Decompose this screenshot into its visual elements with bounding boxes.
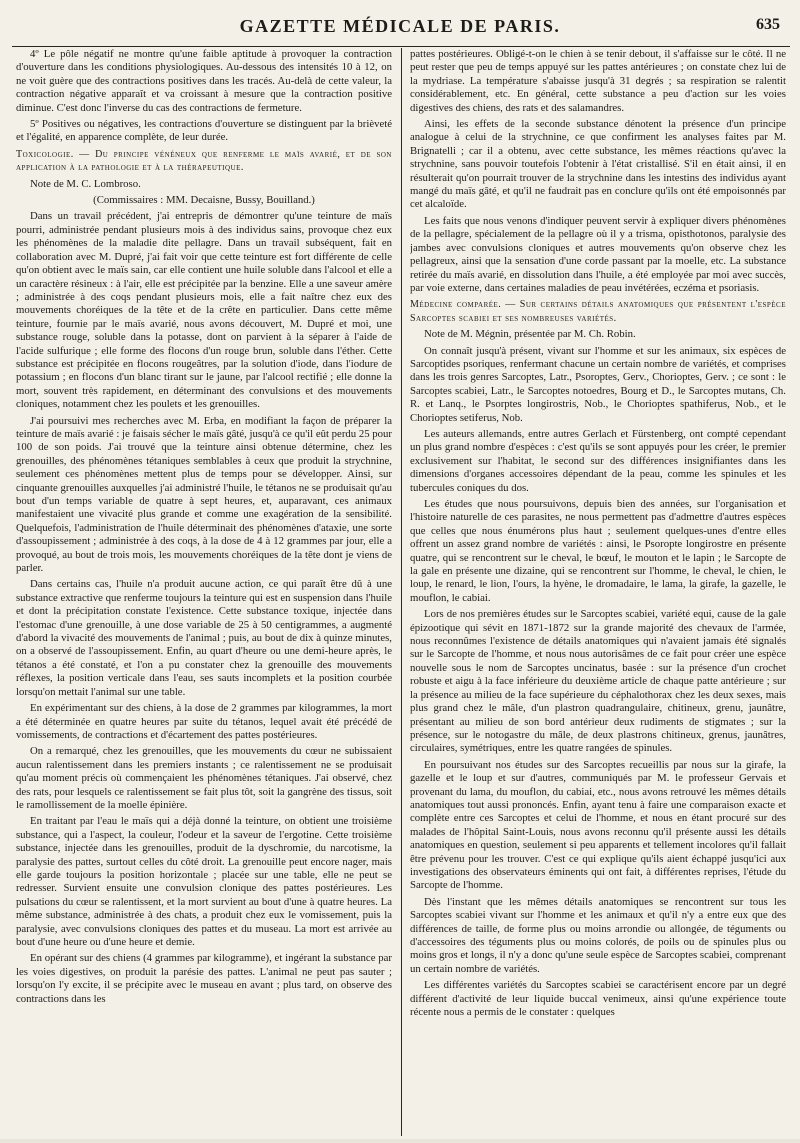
paragraph: Les auteurs allemands, entre autres Gerlach et Fürstenberg, ont compté cependant un plus grand nombre d'espèces : c'est qu'ils se sont appuyés pour les créer, le premier exclusivement sur l'habitat, le second sur des différences insignifiantes dans les dimensions d'organes accessoires dépendant de la peau, comme les spinules et les tubercules coniques du dos. [410,427,786,494]
paragraph: En traitant par l'eau le maïs qui a déjà donné la teinture, on obtient une troisième substance, qui a l'aspect, la couleur, l'odeur et la saveur de l'ergotine. Cette troisième substance, injectée dans les grenouilles, produit de la dyschromie, du narcotisme, la paralysie des pattes, surtout celles du côté droit. La grenouille peut encore nager, mais elle garde toujours la position horizontale ; placée sur une table, elle ne peut se redresser. Survient ensuite une convulsion clonique des pattes postérieures. Les pulsations du cœur se ralentissent, et la mort survient au bout d'une à quatre heures. La même substance, administrée à des chats, a produit chez eux le vomissement, puis la paralysie, avec convulsions cloniques des pattes et du museau. La mort est arrivée au bout d'une heure ou d'une heure et demie. [16,815,392,948]
header-rule [12,46,790,47]
paragraph: 4º Le pôle négatif ne montre qu'une faible aptitude à provoquer la contraction d'ouverture dans les conditions physiologiques. Au-dessous des intensités 10 à 12, on ne voit guère que des contractions positives dans les tracés. Au-delà de cette valeur, la contraction négative apparaît et va croissant à mesure que la contraction positive diminue. C'est donc l'inverse du cas des contractions de fermeture. [16,48,392,114]
paragraph: 5º Positives ou négatives, les contractions d'ouverture se distinguent par la brièveté et l'égalité, en apparence complète, de leur durée. [16,118,392,144]
column-divider [401,48,402,1136]
paragraph: Dès l'instant que les mêmes détails anatomiques se rencontrent sur tous les Sarcoptes scabiei vivant sur l'homme et les animaux et qu'il n'y a entre eux que des différences de taille, de forme plus ou moins arrondie ou allongée, de téguments ou d'accessoires des téguments plus ou moins colorés, de poils ou de spinules plus ou moins gros et longs, il n'y a donc qu'une seule espèce de Sarcoptes scabiei, comprenant un certain nombre de variétés. [410,895,786,975]
paragraph: En opérant sur des chiens (4 grammes par kilogramme), et ingérant la substance par les voies digestives, on produit la parésie des pattes. L'animal ne peut pas sauter ; lorsqu'on l'y excite, il se précipite avec le museau en avant ; plus tard, on observe des contractions dans les [16,952,392,1005]
paragraph: J'ai poursuivi mes recherches avec M. Erba, en modifiant la façon de préparer la teinture de maïs avarié : je faisais sécher le maïs gâté, jusqu'à ce qu'il eût perdu 25 pour 100 de son poids. J'ai trouvé que la teinture ainsi obtenue détermine, chez les grenouilles, des phénomènes tétaniques semblables à ceux que produit la strychnine, seulement ces phénomènes mettent plus de temps pour se développer. Ainsi, sur cinquante grenouilles auxquelles j'ai administré l'huile, le tétanos ne se produisait qu'au bout d'un temps variable de quatre à sept heures, et, auparavant, ces animaux manifestaient une vivacité plus grande et comme une exagération de la sensibilité. Quelquefois, l'administration de l'huile déterminait des phénomènes d'ataxie, une sorte d'assoupissement ; administrée à des coqs, à la dose de 4 à 12 grammes par jour, elle a provoqué, au bout de trois mois, les mouvements choréiques de la tête dont je viens de parler. [16,414,392,575]
paragraph: Lors de nos premières études sur le Sarcoptes scabiei, variété equi, cause de la gale épizootique qui sévit en 1871-1872 sur la grande majorité des chevaux de l'armée, nous reconnûmes l'existence de détails anatomiques qui n'avaient jamais été signalés sur le Sarcopte de l'homme, et nous nous autorisâmes de ce fait pour créer une espèce nouvelle sous le nom de Sarcoptes uncinatus, basée : sur la présence d'un crochet robuste et aigu à la face inférieure du deuxième article de chaque patte antérieure ; sur la présence au milieu de la face supérieure du céphalothorax chez les deux sexes, mais plus grand chez le mâle, d'un plastron quadrangulaire, chitineux, grenu, jaunâtre, présentant au milieu de son bord antérieur deux rudiments de stigmates ; sur la présence, sur le notogastre du mâle, de deux plastrons chitineux, grenus, jaunâtres, circulaires, symétriques, entre les quatre rangées de spinules. [410,608,786,755]
paragraph: En poursuivant nos études sur des Sarcoptes recueillis par nous sur la girafe, la gazelle et le loup et sur d'autres, communiqués par M. le professeur Gervais et provenant du lama, du mouflon, du cabiai, etc., nous avons retrouvé les mêmes détails anatomiques tout aussi prononcés. Enfin, ayant tenu à faire une comparaison exacte et complète entre ces Sarcoptes et celui de l'homme, et nous en étant procuré sur des malades de l'hôpital Saint-Louis, nous avons reconnu qu'il présente aussi les détails anatomiques en question, seulement si peu apparents et tellement incolores qu'il fallait être prévenu pour les trouver. C'est ce qui explique qu'ils aient échappé jusqu'ici aux investigations des observateurs éminents qui ont fait, à différentes reprises, l'étude du Sarcopte de l'homme. [410,758,786,892]
page-number: 635 [756,16,780,33]
left-column [16,48,392,1136]
paragraph: On a remarqué, chez les grenouilles, que les mouvements du cœur ne subissaient aucun ralentissement dans les premiers instants ; ce ralentissement ne se produisait qu'au moment précis où commençaient les phénomènes tétaniques. J'ai observé, chez des rats, pour lesquels ce ralentissement se fait plus tôt, soit la gangrène des tissus, soit le ramollissement de la moelle épinière. [16,745,392,811]
page-header [0,6,800,46]
section-heading-medicine: Médecine comparée. — Sur certains détails anatomiques que présentent l'espèce Sarcoptes scabiei et ses nombreuses variétés. [410,299,786,324]
paragraph: Dans certains cas, l'huile n'a produit aucune action, ce qui paraît être dû à une substance extractive que renferme toujours la teinture qui est en suspension dans l'huile et dont la précipitation constate l'existence. Cette substance toxique, injectée dans l'estomac d'une grenouille, à une dose variable de 25 à 50 centigrammes, a augmenté d'abord la vivacité des mouvements de l'animal ; puis, au bout de dix à quinze minutes, on a observé de l'assoupissement. Enfin, au quart d'heure ou une demi-heure après, le tétanos a été constaté, et l'on a pu constater chez la grenouille des mouvements réflexes, la position verticale dans l'eau, ses sauts incomplets et la position courbée lorsqu'on mettait l'animal sur une table. [16,578,392,698]
author-note: Note de M. C. Lombroso. [30,177,141,190]
section-heading-toxicology: Toxicologie. — Du principe vénéneux que renferme le maïs avarié, et de son application à la pathologie et à la thérapeutique. [16,148,392,174]
paragraph: Les études que nous poursuivons, depuis bien des années, sur l'organisation et l'histoire naturelle de ces parasites, ne nous permettent pas d'admettre d'autres espèces que celles que nous énumérons plus haut ; seulement quelques-unes d'entre elles offrent un assez grand nombre de variétés : ainsi, le Psoropte longirostre en présente quatre, qui se rencontrent sur le cheval, le bœuf, le mouton et le lapin ; le Sarcopte de la gale en présente une dizaine, qui se rencontrent sur l'homme, le cheval, le chien, le loup, le renard, le lion, l'ours, la hyène, le dromadaire, le lama, la girafe, la gazelle, le mouflon, le cabiai. [410,498,786,604]
paragraph: pattes postérieures. Obligé-t-on le chien à se tenir debout, il s'affaisse sur le côté. Il ne peut rester que peu de temps appuyé sur les pattes antérieures ; on constate chez lui de la mydriase. La température s'abaisse jusqu'à 31 degrés ; sa respiration se ralentit considérablement, etc. En général, cette substance a peu d'action sur les voies digestives des chiens, des rats et des salamandres. [410,48,786,114]
paragraph: En expérimentant sur des chiens, à la dose de 2 grammes par kilogrammes, la mort a été déterminée en quatre heures par suite du tétanos, lequel avait été précédé de vomissements, de contractions et d'écartement des pattes postérieures. [16,702,392,741]
page-edge [0,1139,800,1143]
commission-line: (Commissaires : MM. Decaisne, Bussy, Bouilland.) [93,194,315,207]
paragraph: Les différentes variétés du Sarcoptes scabiei se caractérisent encore par un degré différent d'activité de leur liquide buccal venimeux, ainsi qu'une expérience toute récente nous a permis de le constater : quelques [410,979,786,1019]
journal-title: GAZETTE MÉDICALE DE PARIS. [239,16,561,36]
paragraph: Ainsi, les effets de la seconde substance dénotent la présence d'un principe analogue à celui de la strychnine, ce que confirment les analyses faites par M. Brignatelli ; car il a obtenu, avec cette substance, les mêmes réactions qu'avec la strychnine, sans pouvoir toutefois l'obtenir à l'état cristallisé. S'il en était ainsi, il en résulterait qu'on pourrait trouver de la strychnine dans les intestins des individus ayant mangé du maïs gâté, et qu'il ne faudrait pas en conclure qu'ils ont été empoisonnés par cet alcaloïde. [410,118,786,211]
paragraph: Dans un travail précédent, j'ai entrepris de démontrer qu'une teinture de maïs pourri, administrée pendant plusieurs mois à des individus sains, provoque chez eux les phénomènes de la maladie dite pellagre. Dans un travail subséquent, fait en collaboration avec M. Dupré, j'ai fait voir que cette teinture est fort différente de celle qu'on obtient avec le maïs sain, car elle contient une huile soluble dans l'alcool et elle a un caractère résineux : à l'air, elle est précipitée par la benzine. Elle a une saveur amère ; administrée à des coqs pendant plusieurs mois, elle a fait naître chez eux des mouvements choréiques de la tête et de la crête en particulier. Dans cette même teinture, fournie par le maïs avarié, nous avons découvert, M. Dupré et moi, une substance rouge, soluble dans la potasse, dont on parvient à la séparer à l'aide de l'acide sulfurique ; elle forme des flocons d'un rouge brun, soluble dans l'éther. Cette substance est précipitée en flocons rougeâtres, par la solution d'iode, dans l'iodure de potassium ; en flocons d'un blanc tirant sur le jaune, par l'alcool rectifié ; elle donne la mort, souvent très rapidement, en déterminant des convulsions et des mouvements cloniques, notamment chez les poulets et les grenouilles. [16,210,392,411]
paragraph: On connaît jusqu'à présent, vivant sur l'homme et sur les animaux, six espèces de Sarcoptides psoriques, renfermant chacune un certain nombre de variétés, et comprises dans les trois genres Sarcoptes, Latr., Psoroptes, Gerv., Chorioptes, Gerv. ; ce sont : le Sarcoptes scabiei, Latr., le Sarcoptes notoedres, Bourg et D., le Sarcoptes mutans, Ch. R. et Lanq., le Psorptes longirostris, Nob., le Chorioptes spathiferus, Nob., et le Chorioptes setiferus, Nob. [410,344,786,424]
right-column [410,48,786,1136]
paragraph: Les faits que nous venons d'indiquer peuvent servir à expliquer divers phénomènes de la pellagre, spécialement de la pellagre où il y a trisma, opisthotonos, paralysie des jambes avec convulsions cloniques et autres mouvements qu'on observe chez les pellagreux, ainsi que la sensation d'une corde passant par la moelle, etc. La substance retirée du maïs avarié, en dissolution dans l'huile, a été employée par moi avec succès, par voie externe, dans certaines maladies de peau invétérées, eczéma et psoriasis. [410,214,786,294]
author-note: Note de M. Mégnin, présentée par M. Ch. Robin. [424,328,636,341]
